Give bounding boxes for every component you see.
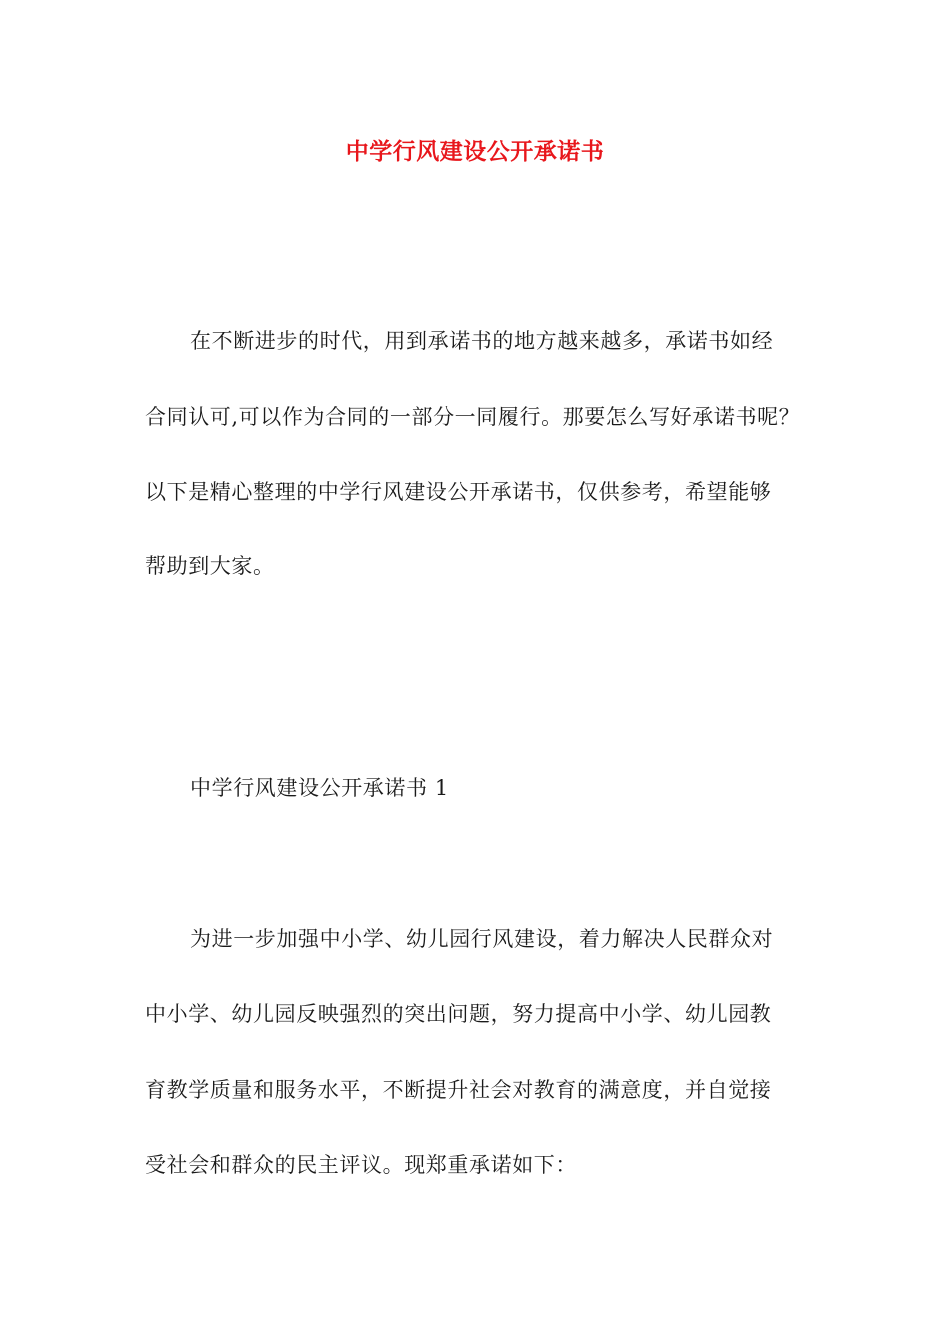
intro-line-4: 帮助到大家。 (145, 554, 275, 578)
body-line-4: 受社会和群众的民主评议。现郑重承诺如下： (145, 1153, 577, 1177)
intro-line-1: 在不断进步的时代，用到承诺书的地方越来越多，承诺书如经 (190, 329, 774, 353)
document-title: 中学行风建设公开承诺书 (345, 138, 605, 165)
body-line-2: 中小学、幼儿园反映强烈的突出问题，努力提高中小学、幼儿园教 (145, 1002, 772, 1026)
intro-line-2: 合同认可,可以作为合同的一部分一同履行。那要怎么写好承诺书呢？ (145, 405, 801, 429)
section-heading: 中学行风建设公开承诺书 1 (190, 776, 449, 800)
intro-line-3: 以下是精心整理的中学行风建设公开承诺书，仅供参考，希望能够 (145, 480, 772, 504)
body-line-1: 为进一步加强中小学、幼儿园行风建设，着力解决人民群众对 (190, 927, 774, 951)
body-line-3: 育教学质量和服务水平，不断提升社会对教育的满意度，并自觉接 (145, 1078, 772, 1102)
